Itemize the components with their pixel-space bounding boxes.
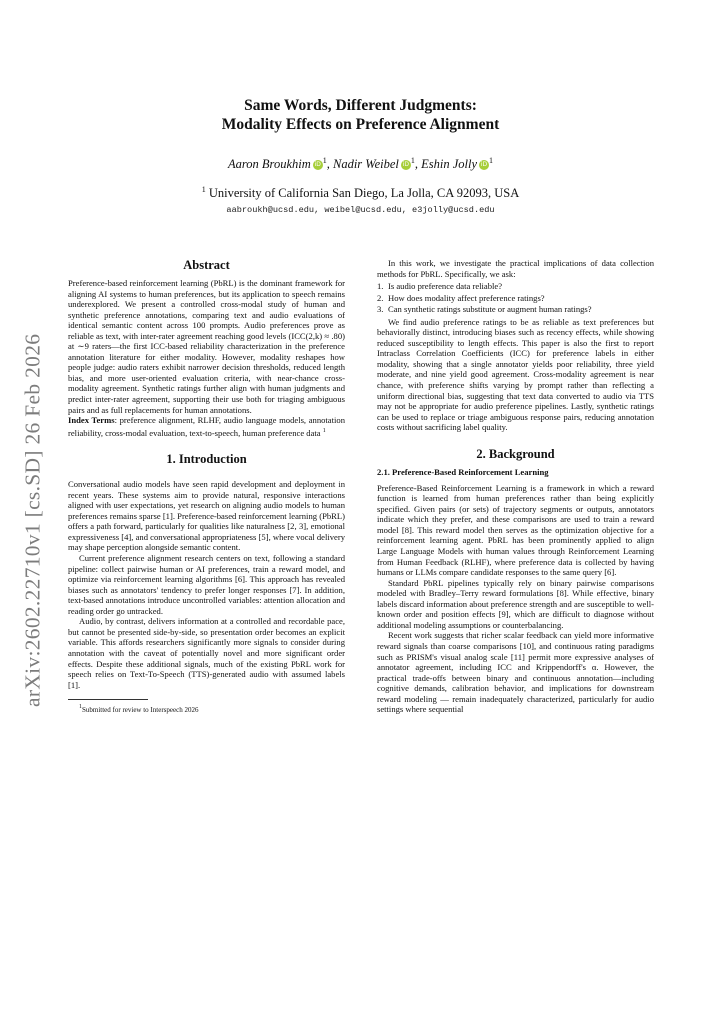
footnote-divider (68, 699, 148, 700)
question-number: 1. (377, 281, 384, 292)
intro-paragraph-4: In this work, we investigate the practical implications of data collection methods for PbRL. Specifically, we ask: (377, 258, 654, 279)
background-paragraph-3: Recent work suggests that richer scalar feedback can yield more informative reward signals than coarse comparisons [10], and continuous rating paradigms such as PRISM's visual analog scale [11] permit more expressive analyses of annotator agreement, including ICC and Krippendorff's α. However, the practical trade-offs between binary and continuous annotation—including cognitive demands, calibration behavior, and implications for downstream reward modeling — remain inadequately characterized, particularly for audio settings where sequential (377, 630, 654, 715)
question-text: How does modality affect preference ratings? (388, 292, 545, 303)
author-emails[interactable]: aabroukh@ucsd.edu, weibel@ucsd.edu, e3jolly@ucsd.edu (226, 205, 495, 215)
author-name: Aaron Broukhim (228, 157, 311, 171)
orcid-icon[interactable]: iD (402, 161, 409, 168)
question-number: 3. (377, 304, 384, 315)
author-name: Nadir Weibel (333, 157, 399, 171)
question-text: Is audio preference data reliable? (388, 281, 503, 292)
intro-paragraph-2: Current preference alignment research centers on text, following a standard pipeline: collect pairwise human or AI preferences, train a reward model, and optimize via reinforcement learning algorithms [6]. This approach has revealed biases such as annotators' tendency to prefer longer responses [7]. In addition, text-based annotations introduce uncontrolled variables: attention allocation and reading order go untracked. (68, 553, 345, 616)
footnote-number: 1 (79, 704, 82, 711)
question-text: Can synthetic ratings substitute or augment human ratings? (388, 304, 592, 315)
paper-title-line-1: Same Words, Different Judgments: (244, 97, 477, 114)
index-terms-label: Index Terms (68, 415, 115, 426)
index-terms-text: : preference alignment, RLHF, audio language models, annotation reliability, cross-modal evaluation, text-to-speech, human preference data (68, 415, 345, 438)
author-list: Aaron Broukhim iD $^1$, Nadir Weibel iD $^1$, Eshin Jolly iD $^1$ (228, 156, 493, 171)
author-affil-mark: 1 (322, 156, 327, 165)
author-affil-mark: 1 (410, 156, 415, 165)
affiliation-text: University of California San Diego, La Jolla, CA 92093, USA (208, 186, 520, 200)
footnote-text: Submitted for review to Interspeech 2026 (82, 706, 199, 715)
arxiv-identifier: arXiv:2602.22710v1 [cs.SD] 26 Feb 2026 (20, 333, 45, 707)
author-affil-mark: 1 (489, 156, 493, 165)
background-paragraph-1: Preference-Based Reinforcement Learning is a framework in which a reward function is learned from human preferences rather than being explicitly specified. Given pairs (or sets) of trajectory segments or outputs, annotators indicate which they prefer, and these comparisons are used to train a reward model [8]. This reward model then serves as the optimization objective for a reinforcement learning agent. PbRL has been prominently applied to align Large Language Models with human values through Reinforcement Learning from Human Feedback (RLHF), where preference data is collected by having humans or LLMs compare candidate responses to the same query [6]. (377, 482, 654, 578)
affiliation-mark: 1 (201, 185, 206, 194)
left-column (68, 258, 345, 715)
affiliation (0, 185, 721, 201)
list-item (377, 281, 654, 292)
orcid-icon[interactable]: iD (480, 161, 488, 168)
footnote (68, 703, 345, 715)
intro-paragraph-1: Conversational audio models have seen rapid development and deployment in recent years. These systems aim to provide natural, responsive interactions aligned with user expectations, yet research on aligning audio models to human preferences remains sparse [1]. Preference-based reinforcement learning (PbRL) offers a path forward, particularly for qualities like naturalness [2, 3], emotional expressiveness [4], and conversational appropriateness [5], where vocal delivery may shape perception alongside semantic content. (68, 479, 345, 553)
right-column (377, 258, 654, 715)
abstract-heading: Abstract (183, 258, 230, 272)
background-heading: 2. Background (476, 446, 555, 461)
paper-title-line-2: Modality Effects on Preference Alignment (221, 116, 500, 133)
intro-paragraph-3: Audio, by contrast, delivers information at a controlled and recordable pace, but cannot be presented side-by-side, so presentation order becomes an explicit variable. This affords researchers significantly more signals to consider during annotation with the caveat of potentially novel and more significant order effects. Despite these additional signals, much of the existing PbRL work for speech relies on Text-To-Speech (TTS)-generated audio with assumed labels [1]. (68, 616, 345, 690)
question-number: 2. (377, 292, 384, 303)
subsection-heading: 2.1. Preference-Based Reinforcement Learning (377, 466, 549, 477)
abstract-text: Preference-based reinforcement learning (PbRL) is the dominant framework for aligning AI systems to human preferences, but its application to speech remains underexplored. We present a controlled cross-modal study of human and synthetic preference annotations, comparing text and audio evaluations of identical semantic content across 100 prompts. Audio preferences prove as reliable as text, with inter-rater agreement reaching good levels (ICC(2,k) ≈ .80) at ∼9 raters—the first ICC-based reliability characterization in the preference annotation literature for either modality. However, modality reshapes how people judge: audio raters exhibit narrower decision thresholds, reduced length bias, and more user-oriented evaluation criteria, with near-chance cross-modality agreement. Synthetic ratings further align with human judgments and predict inter-rater agreement, supporting their use both for triaging ambiguous pairs and as full replacements for human annotations. (68, 278, 345, 415)
introduction-heading: 1. Introduction (166, 452, 247, 467)
orcid-icon[interactable]: iD (314, 161, 321, 168)
research-questions (377, 281, 654, 315)
index-terms (68, 415, 345, 438)
list-item (377, 293, 654, 304)
list-item (377, 304, 654, 315)
title-block (0, 96, 721, 215)
intro-paragraph-5: We find audio preference ratings to be as reliable as text preferences but behaviorally distinct, introducing biases such as recency effects, while showing reduced susceptibility to length effects. This paper is also the first to report Intraclass Correlation Coefficients (ICC) for preference labels in either modality, showing that a single annotator yields poor reliability, three yield moderate, and nine yield good agreement. Cross-modality agreement is near chance, with preference shifts varying by prompt rather than reflecting a uniform directional bias, suggesting that text data converted to audio via TTS may not be appropriate for audio preference pipelines. Lastly, synthetic ratings can be used to replace or triage ambiguous response pairs, reducing annotation costs without sacrificing label quality. (377, 316, 654, 433)
author-name: Eshin Jolly (421, 157, 477, 171)
footnote-mark[interactable]: 1 (322, 427, 326, 434)
background-paragraph-2: Standard PbRL pipelines typically rely on binary pairwise comparisons modeled with Bradley–Terry reward formulations [8]. While effective, binary labels discard information about preference strength and are susceptible to well-known order and position effects [9], which are difficult to diagnose without additional modeling assumptions or counterbalancing. (377, 577, 654, 630)
